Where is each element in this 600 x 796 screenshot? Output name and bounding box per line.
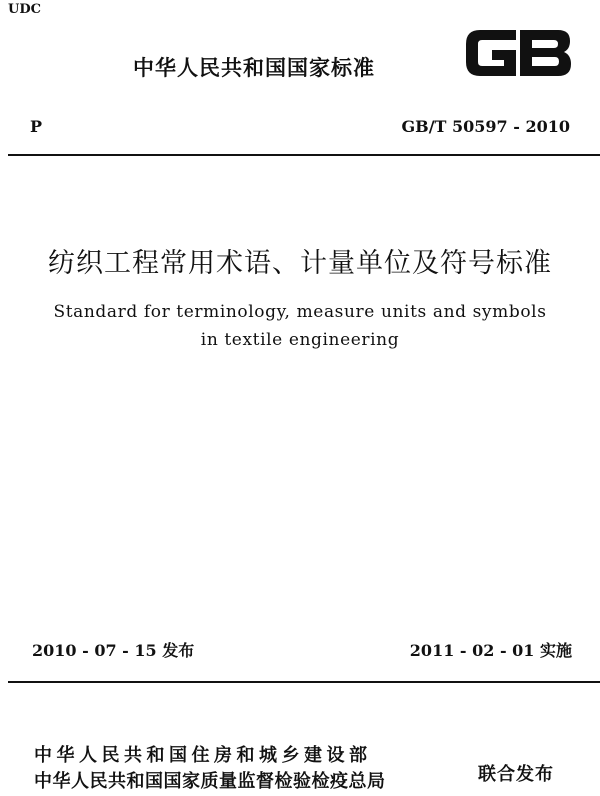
issuer-aqsiq: 中华人民共和国国家质量监督检验检疫总局 xyxy=(34,771,386,792)
standard-number: GB/T 50597 - 2010 xyxy=(401,117,570,136)
title-chinese: 纺织工程常用术语、计量单位及符号标准 xyxy=(48,248,552,279)
issue-date: 2010 - 07 - 15 发布 xyxy=(32,641,195,660)
title-english-line2: in textile engineering xyxy=(200,330,400,350)
implementation-date: 2011 - 02 - 01 实施 xyxy=(409,641,572,660)
bottom-divider xyxy=(8,681,600,683)
title-english-line1: Standard for terminology, measure units and symbols xyxy=(53,302,547,322)
top-divider xyxy=(8,154,600,156)
udc-label: UDC xyxy=(8,2,41,17)
joint-issue-label: 联合发布 xyxy=(478,764,554,785)
issuer-ministry: 中华人民共和国住房和城乡建设部 xyxy=(34,745,372,766)
national-standard-heading: 中华人民共和国国家标准 xyxy=(133,56,375,80)
gb-logo xyxy=(460,22,576,84)
gb-logo-b-glyph xyxy=(520,30,571,76)
gb-logo-g-glyph xyxy=(466,30,516,76)
category-code: P xyxy=(30,117,43,136)
